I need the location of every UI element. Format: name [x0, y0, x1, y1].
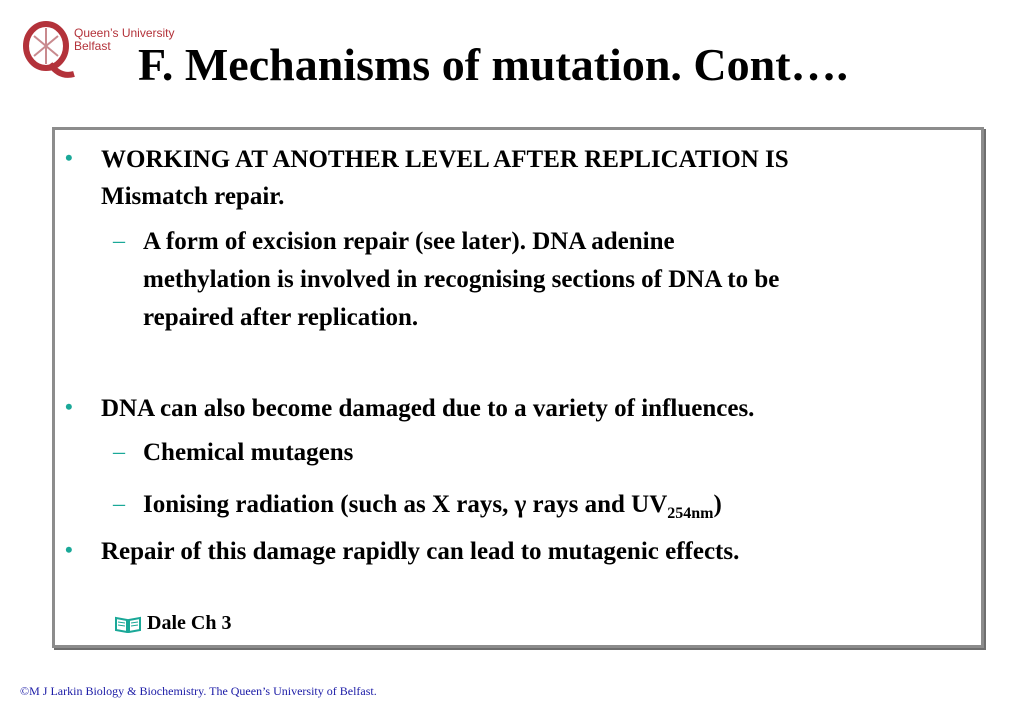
bullet-icon: • [65, 145, 73, 170]
queens-q-emblem-icon [22, 20, 78, 82]
logo-line-2: Belfast [74, 39, 111, 53]
dash-icon: – [113, 228, 125, 254]
bullet-icon: • [65, 537, 73, 562]
bullet-2: DNA can also become damaged due to a variety of influences. [101, 395, 755, 422]
reference-text: Dale Ch 3 [147, 612, 232, 634]
sub-bullet-3-subscript: 254nm [667, 505, 714, 522]
dash-icon: – [113, 491, 125, 517]
sub-bullet-1-line-2: methylation is involved in recognising sections of DNA to be [143, 266, 780, 293]
footer-copyright: ©M J Larkin Biology & Biochemistry. The Queen’s University of Belfast. [20, 684, 377, 698]
sub-bullet-3 [143, 491, 722, 523]
bullet-icon: • [65, 394, 73, 419]
dash-icon: – [113, 439, 125, 465]
sub-bullet-3-end: ) [713, 491, 722, 518]
sub-bullet-3-main: Ionising radiation (such as X rays, γ rays and UV [143, 491, 668, 518]
slide-title: F. Mechanisms of mutation. Cont…. [138, 39, 849, 90]
bullet-1-line-2: Mismatch repair. [101, 183, 285, 210]
content-panel [52, 127, 984, 648]
sub-bullet-1-line-1: A form of excision repair (see later). DNA adenine [143, 228, 675, 255]
bullet-1-line-1: WORKING AT ANOTHER LEVEL AFTER REPLICATION IS [101, 146, 789, 173]
bullet-3: Repair of this damage rapidly can lead to mutagenic effects. [101, 538, 740, 565]
sub-bullet-1-line-3: repaired after replication. [143, 304, 419, 331]
logo-line-1: Queen’s University [74, 26, 175, 40]
sub-bullet-2: Chemical mutagens [143, 439, 354, 466]
reference [115, 612, 231, 635]
book-icon [115, 615, 141, 633]
